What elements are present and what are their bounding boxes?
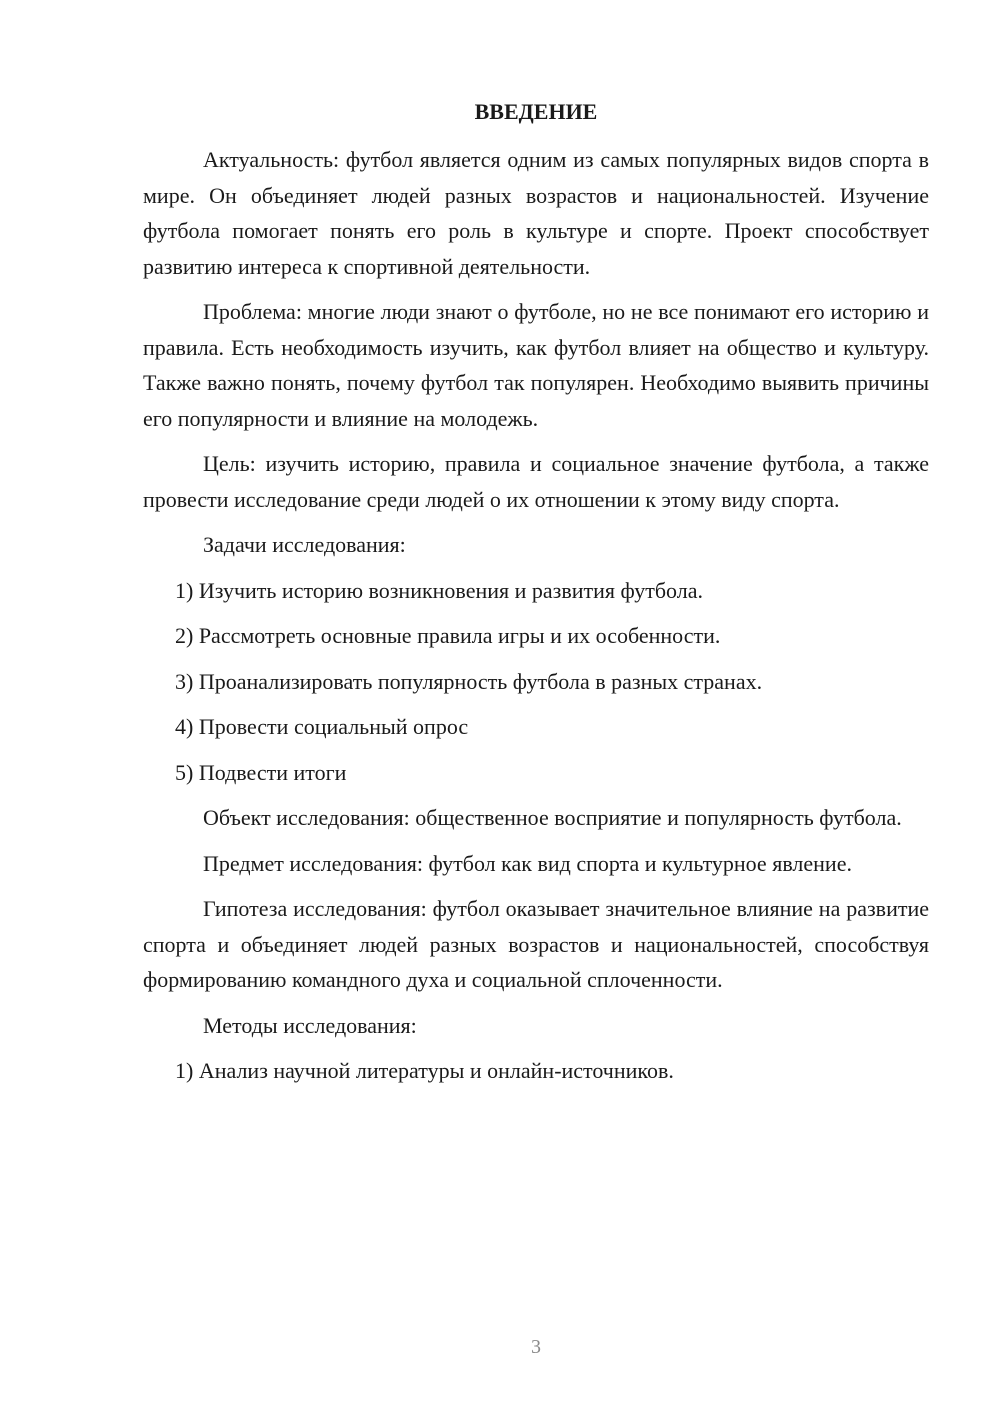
list-item: 3) Проанализировать популярность футбола в разных странах. [175, 668, 763, 694]
tasks-list [143, 573, 929, 791]
page-number: 3 [531, 1336, 541, 1358]
tasks-heading: Задачи исследования: [203, 532, 406, 557]
problem-paragraph: Проблема: многие люди знают о футболе, но не все понимают его историю и правила. Есть необходимость изучить, как футбол влияет на общество и культуру. Также важно понять, почему футбол так популярен. Необходимо выявить причины его популярности и влияние на молодежь. [143, 299, 929, 431]
list-item: 5) Подвести итоги [175, 759, 347, 785]
subject-paragraph: Предмет исследования: футбол как вид спорта и культурное явление. [203, 850, 852, 876]
goal-paragraph: Цель: изучить историю, правила и социальное значение футбола, а также провести исследование среди людей о их отношении к этому виду спорта. [143, 451, 929, 512]
relevance-paragraph: Актуальность: футбол является одним из самых популярных видов спорта в мире. Он объединяет людей разных возрастов и национальностей. Изучение футбола помогает понять его роль в культуре и спорте. Проект способствует развитию интереса к спортивной деятельности. [143, 147, 929, 279]
object-paragraph: Объект исследования: общественное восприятие и популярность футбола. [203, 805, 902, 830]
list-item: 2) Рассмотреть основные правила игры и их особенности. [175, 623, 721, 648]
list-item: 1) Изучить историю возникновения и развития футбола. [175, 577, 703, 603]
list-item: 4) Провести социальный опрос [175, 714, 469, 739]
list-item: 1) Анализ научной литературы и онлайн-источников. [175, 1058, 674, 1083]
hypothesis-paragraph: Гипотеза исследования: футбол оказывает значительное влияние на развитие спорта и объединяет людей разных возрастов и национальностей, способствуя формированию командного духа и социальной сплоченности. [143, 896, 929, 992]
methods-heading: Методы исследования: [203, 1012, 417, 1038]
document-body [143, 142, 929, 1089]
page-title: ВВЕДЕНИЕ [474, 99, 598, 124]
methods-list [143, 1053, 929, 1089]
